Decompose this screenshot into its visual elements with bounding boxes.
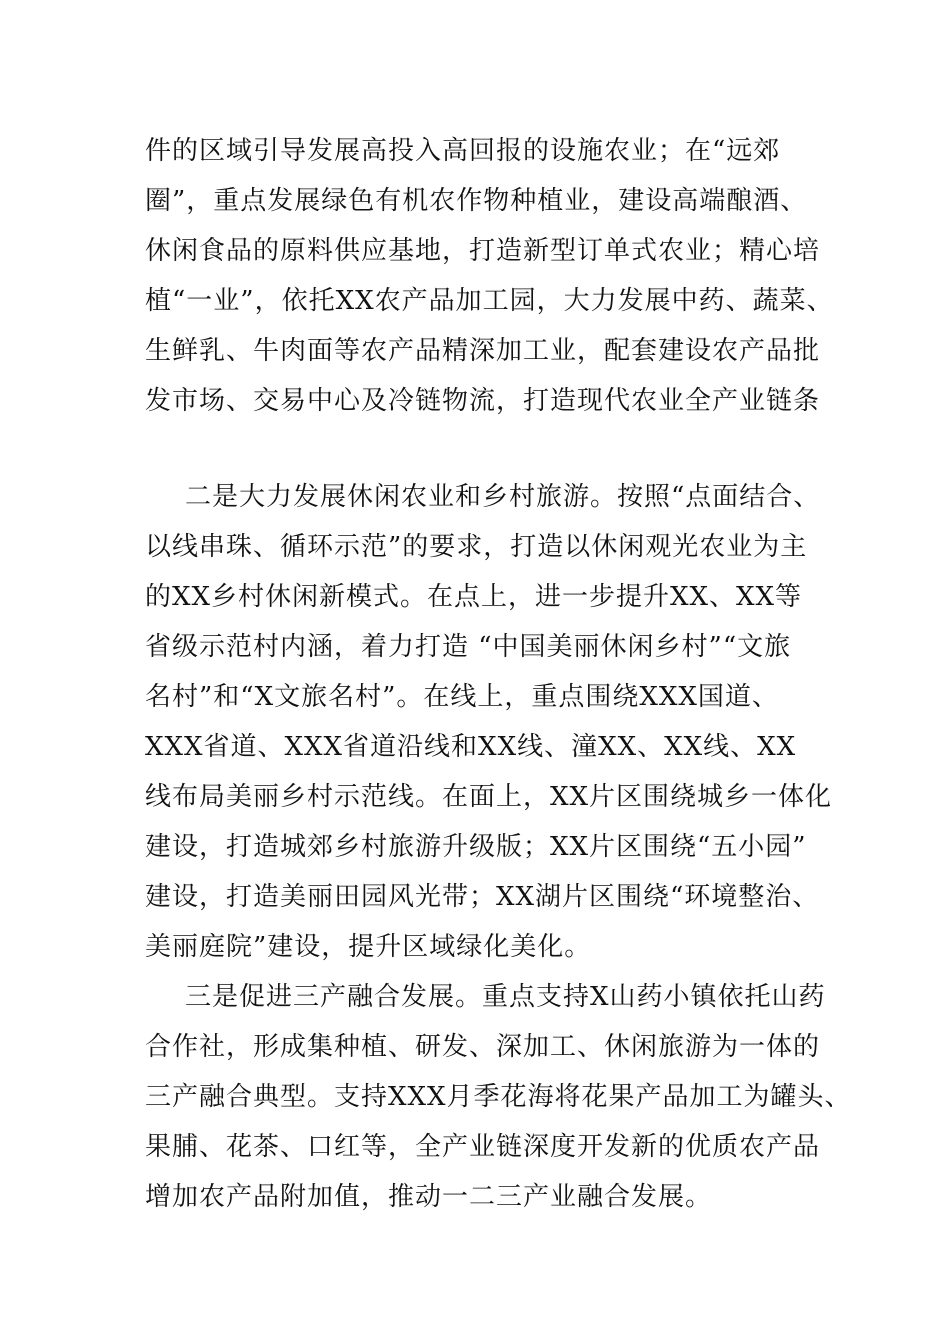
text-line: 三是促进三产融合发展。重点支持X山药小镇依托山药 <box>185 982 826 1012</box>
text-line: 建设，打造城郊乡村旅游升级版；XX片区围绕“五小园” <box>145 832 807 862</box>
text-line: 建设，打造美丽田园风光带；XX湖片区围绕“环境整治、 <box>145 882 820 912</box>
text-line: 以线串珠、循环示范”的要求，打造以休闲观光农业为主 <box>145 532 808 562</box>
text-line: 合作社，形成集种植、研发、深加工、休闲旅游为一体的 <box>145 1032 821 1062</box>
text-line: 省级示范村内涵，着力打造 “中国美丽休闲乡村”“文旅 <box>145 632 792 662</box>
text-line: 植“一业”，依托XX农产品加工园，大力发展中药、蔬菜、 <box>145 286 834 316</box>
text-line: 美丽庭院”建设，提升区域绿化美化。 <box>145 932 592 962</box>
text-line: 增加农产品附加值，推动一二三产业融合发展。 <box>145 1182 713 1212</box>
text-line: XXX省道、XXX省道沿线和XX线、潼XX、XX线、XX <box>145 732 797 762</box>
text-line: 件的区域引导发展高投入高回报的设施农业；在“远郊 <box>145 136 781 166</box>
text-line: 发市场、交易中心及冷链物流，打造现代农业全产业链条 <box>145 386 821 416</box>
text-line: 名村”和“X文旅名村”。在线上，重点围绕XXX国道、 <box>145 682 779 712</box>
text-line: 的XX乡村休闲新模式。在点上，进一步提升XX、XX等 <box>145 582 803 612</box>
text-line: 生鲜乳、牛肉面等农产品精深加工业，配套建设农产品批 <box>145 336 821 366</box>
text-line: 休闲食品的原料供应基地，打造新型订单式农业；精心培 <box>145 236 821 266</box>
text-line: 三产融合典型。支持XXX月季花海将花果产品加工为罐头、 <box>145 1082 852 1112</box>
text-line: 线布局美丽乡村示范线。在面上，XX片区围绕城乡一体化 <box>145 782 833 812</box>
text-line: 圈”，重点发展绿色有机农作物种植业，建设高端酿酒、 <box>145 186 808 216</box>
text-line: 果脯、花茶、口红等，全产业链深度开发新的优质农产品 <box>145 1132 821 1162</box>
text-line: 二是大力发展休闲农业和乡村旅游。按照“点面结合、 <box>185 482 821 512</box>
